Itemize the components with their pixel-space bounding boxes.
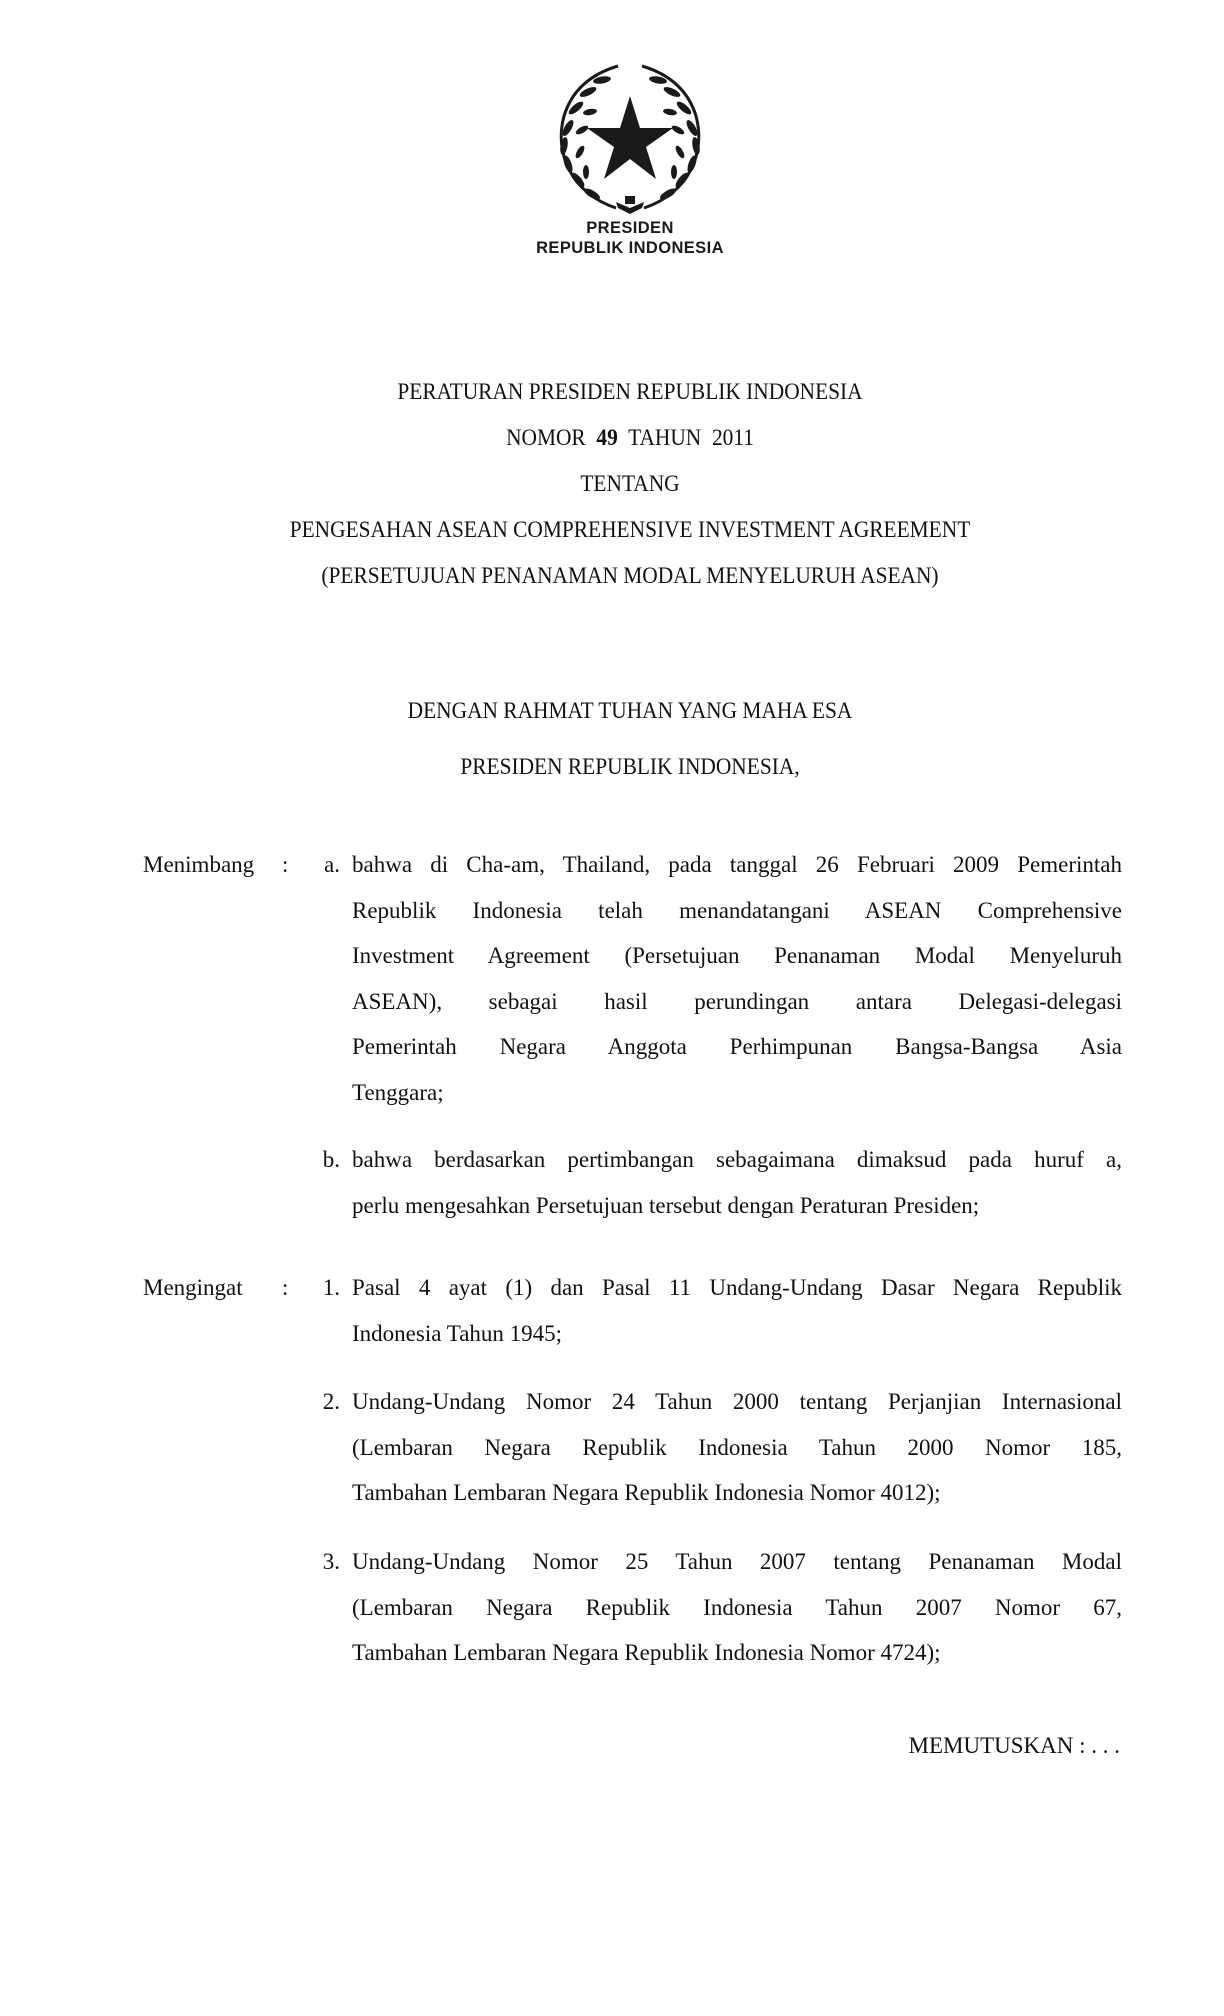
mengingat-label: Mengingat xyxy=(143,1275,243,1300)
preamble-invocation: DENGAN RAHMAT TUHAN YANG MAHA ESA xyxy=(407,698,853,723)
emblem-caption-line1: PRESIDEN xyxy=(586,219,674,237)
menimbang-item-a xyxy=(352,842,1122,1115)
text-line: (Lembaran Negara Republik Indonesia Tahun 2000 Nomor 185, xyxy=(352,1434,1122,1460)
mengingat-item-3 xyxy=(352,1539,1122,1676)
text-line: bahwa di Cha-am, Thailand, pada tanggal 26 Februari 2009 Pemerintah xyxy=(352,852,1122,877)
item-marker-a: a. xyxy=(324,852,340,877)
text-line: ASEAN), sebagai hasil perundingan antara Delegasi-delegasi xyxy=(352,988,1122,1014)
regulation-number xyxy=(44,424,1216,452)
text-line: bahwa berdasarkan pertimbangan sebagaimana dimaksud pada huruf a, xyxy=(352,1147,1122,1172)
letterhead xyxy=(0,58,1224,258)
text-line: Tenggara; xyxy=(352,1079,444,1105)
mengingat-item-1 xyxy=(352,1265,1122,1356)
menimbang-item-b xyxy=(352,1137,1122,1228)
text-line: Pasal 4 ayat (1) dan Pasal 11 Undang-Undang Dasar Negara Republik xyxy=(352,1275,1122,1300)
text-line: Undang-Undang Nomor 24 Tahun 2000 tentang Perjanjian Internasional xyxy=(352,1389,1122,1414)
item-marker-2: 2. xyxy=(322,1389,340,1414)
item-marker-1: 1. xyxy=(322,1275,340,1300)
text-line: Tambahan Lembaran Negara Republik Indonesia Nomor 4724); xyxy=(352,1640,941,1665)
menimbang-colon: : xyxy=(282,852,289,877)
text-line: perlu mengesahkan Persetujuan tersebut dengan Peraturan Presiden; xyxy=(352,1192,980,1218)
text-line: Indonesia Tahun 1945; xyxy=(352,1320,563,1346)
menimbang-label: Menimbang xyxy=(143,852,255,877)
nomor-label: NOMOR xyxy=(506,425,586,450)
text-line: Investment Agreement (Persetujuan Penanaman Modal Menyeluruh xyxy=(352,943,1122,968)
item-marker-b: b. xyxy=(322,1147,340,1172)
nomor-value: 49 xyxy=(596,425,618,450)
mengingat-item-2 xyxy=(352,1379,1122,1516)
text-line: (Lembaran Negara Republik Indonesia Tahun 2007 Nomor 67, xyxy=(352,1594,1122,1620)
text-line: Undang-Undang Nomor 25 Tahun 2007 tentang Penanaman Modal xyxy=(352,1549,1122,1574)
text-line: Pemerintah Negara Anggota Perhimpunan Bangsa-Bangsa Asia xyxy=(352,1034,1122,1059)
text-line: Republik Indonesia telah menandatangani ASEAN Comprehensive xyxy=(352,897,1122,923)
mengingat-colon: : xyxy=(282,1275,289,1300)
item-marker-3: 3. xyxy=(322,1549,340,1574)
regulation-title: PERATURAN PRESIDEN REPUBLIK INDONESIA xyxy=(397,379,863,404)
page-continuation: MEMUTUSKAN : . . . xyxy=(908,1733,1120,1758)
text-line: Tambahan Lembaran Negara Republik Indonesia Nomor 4012); xyxy=(352,1480,941,1505)
regulation-subject: PENGESAHAN ASEAN COMPREHENSIVE INVESTMENT AGREEMENT xyxy=(289,517,971,542)
presidential-emblem-icon xyxy=(546,58,714,218)
regulation-subject-translation: (PERSETUJUAN PENANAMAN MODAL MENYELURUH ASEAN) xyxy=(321,563,939,588)
tahun-label: TAHUN xyxy=(628,425,702,450)
tahun-value: 2011 xyxy=(711,425,754,450)
preamble-president: PRESIDEN REPUBLIK INDONESIA, xyxy=(460,754,800,779)
emblem-caption-line2: REPUBLIK INDONESIA xyxy=(536,239,724,257)
tentang-label: TENTANG xyxy=(580,471,680,496)
